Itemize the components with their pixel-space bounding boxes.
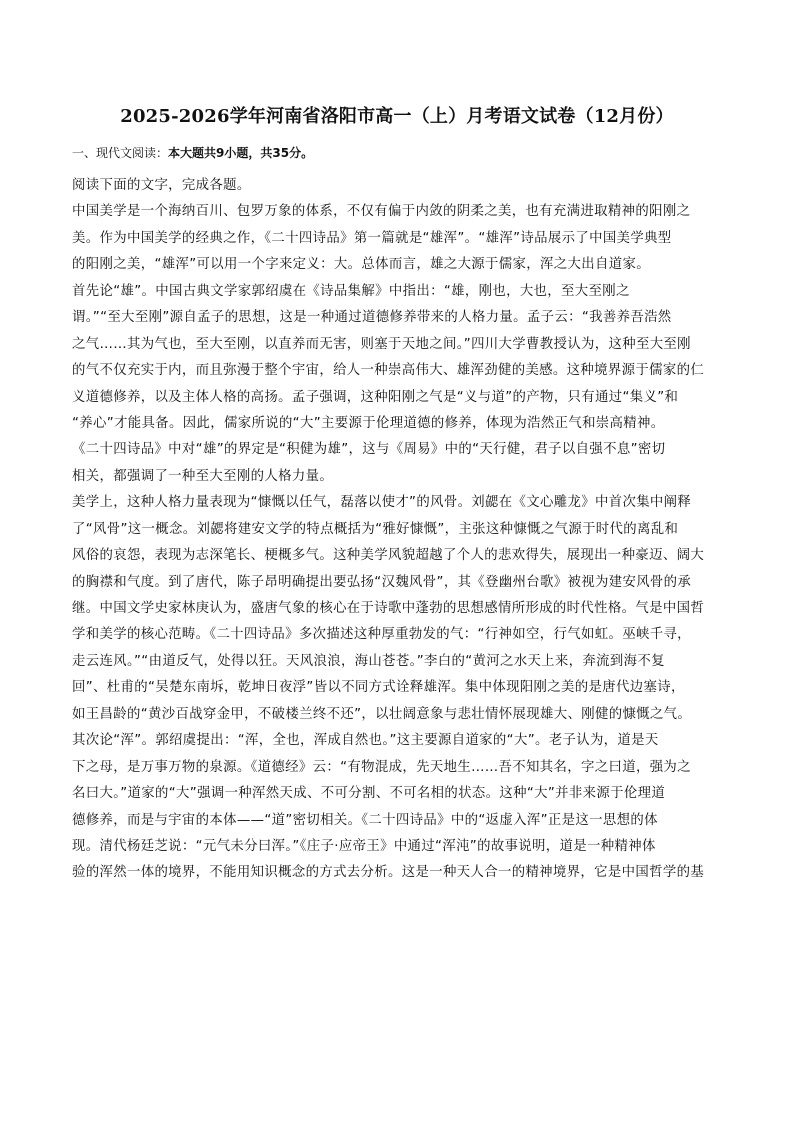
passage-line: 回”、杜甫的“吴楚东南坼，乾坤日夜浮”皆以不同方式诠释雄浑。集中体现阳刚之美的是唐代边塞诗， xyxy=(72,680,685,696)
section-heading xyxy=(72,143,313,163)
passage-line: 学和美学的核心范畴。《二十四诗品》多次描述这种厚重勃发的气：“行神如空，行气如虹。巫峡千寻， xyxy=(72,627,691,643)
passage-line: 阅读下面的文字，完成各题。 xyxy=(72,178,251,193)
passage-line: 之气……其为气也，至大至刚，以直养而无害，则塞于天地之间。”四川大学曹教授认为，这种至大至刚 xyxy=(72,336,691,352)
passage-line: 风俗的哀怨，表现为志深笔长、梗概多气。这种美学风貌超越了个人的悲欢得失，展现出一种豪迈、阔大 xyxy=(72,548,705,564)
passage-line: 的胸襟和气度。到了唐代，陈子昂明确提出要弘扬“汉魏风骨”，其《登幽州台歌》被视为建安风骨的承 xyxy=(72,574,692,590)
exam-title: 2025-2026学年河南省洛阳市高一（上）月考语文试卷（12月份） xyxy=(120,106,674,127)
passage-line: 谓。”“至大至刚”源自孟子的思想，这是一种通过道德修养带来的人格力量。孟子云：“我善养吾浩然 xyxy=(72,310,672,326)
passage-line: 美学上，这种人格力量表现为“慷慨以任气，磊落以使才”的风骨。刘勰在《文心雕龙》中首次集中阐释 xyxy=(72,495,692,511)
passage-line: 中国美学是一个海纳百川、包罗万象的体系，不仅有偏于内敛的阴柔之美，也有充满进取精神的阳刚之 xyxy=(72,204,691,220)
passage-line: 的气不仅充实于内，而且弥漫于整个宇宙，给人一种崇高伟大、雄浑劲健的美感。这种境界源于儒家的仁 xyxy=(72,363,705,379)
passage-line: 《二十四诗品》中对“雄”的界定是“积健为雄”，这与《周易》中的“天行健，君子以自强不息”密切 xyxy=(72,442,666,458)
passage-line: 了“风骨”这一概念。刘勰将建安文学的特点概括为“雅好慷慨”，主张这种慷慨之气源于时代的离乱和 xyxy=(72,521,679,537)
passage-line: 走云连风。”“由道反气，处得以狂。天风浪浪，海山苍苍。”李白的“黄河之水天上来，奔流到海不复 xyxy=(72,653,665,669)
passage-line: 其次论“浑”。郭绍虞提出：“浑，全也，浑成自然也。”这主要源自道家的“大”。老子认为，道是天 xyxy=(72,733,659,749)
passage-line: 德修养，而是与宇宙的本体——“道”密切相关。《二十四诗品》中的“返虚入浑”正是这一思想的体 xyxy=(72,812,658,828)
passage-line: 义道德修养，以及主体人格的高扬。孟子强调，这种阳刚之气是“义与道”的产物，只有通过“集义”和 xyxy=(72,389,679,405)
passage-line: 如王昌龄的“黄沙百战穿金甲，不破楼兰终不还”，以壮阔意象与悲壮情怀展现雄大、刚健的慷慨之气。 xyxy=(72,706,692,722)
section-number: 一、现代文阅读： xyxy=(72,146,169,160)
passage-line: 现。清代杨廷芝说：“元气未分曰浑。”《庄子·应帝王》中通过“浑沌”的故事说明，道是一种精神体 xyxy=(72,838,656,854)
passage-line: 继。中国文学史家林庚认为，盛唐气象的核心在于诗歌中蓬勃的思想感情所形成的时代性格。气是中国哲 xyxy=(72,601,705,616)
passage-line: 下之母，是万事万物的泉源。《道德经》云：“有物混成，先天地生……吾不知其名，字之曰道，强为之 xyxy=(72,759,691,775)
passage-line: “养心”才能具备。因此，儒家所说的“大”主要源于伦理道德的修养，体现为浩然正气和崇高精神。 xyxy=(72,415,665,431)
passage-line: 美。作为中国美学的经典之作，《二十四诗品》第一篇就是“雄浑”。“雄浑”诗品展示了中国美学典型 xyxy=(72,230,672,246)
section-description: 本大题共9小题，共35分。 xyxy=(168,146,314,160)
passage-line: 验的浑然一体的境界，不能用知识概念的方式去分析。这是一种天人合一的精神境界，它是中国哲学的基 xyxy=(72,865,705,881)
passage-line: 的阳刚之美，“雄浑”可以用一个字来定义：大。总体而言，雄之大源于儒家，浑之大出自道家。 xyxy=(72,257,650,273)
passage-line: 名曰大。”道家的“大”强调一种浑然天成、不可分割、不可名相的状态。这种“大”并非来源于伦理道 xyxy=(72,786,666,802)
passage-line: 相关，都强调了一种至大至刚的人格力量。 xyxy=(72,468,334,484)
reading-passage xyxy=(72,173,724,887)
passage-line: 首先论“雄”。中国古典文学家郭绍虞在《诗品集解》中指出：“雄，刚也，大也，至大至刚之 xyxy=(72,283,630,299)
